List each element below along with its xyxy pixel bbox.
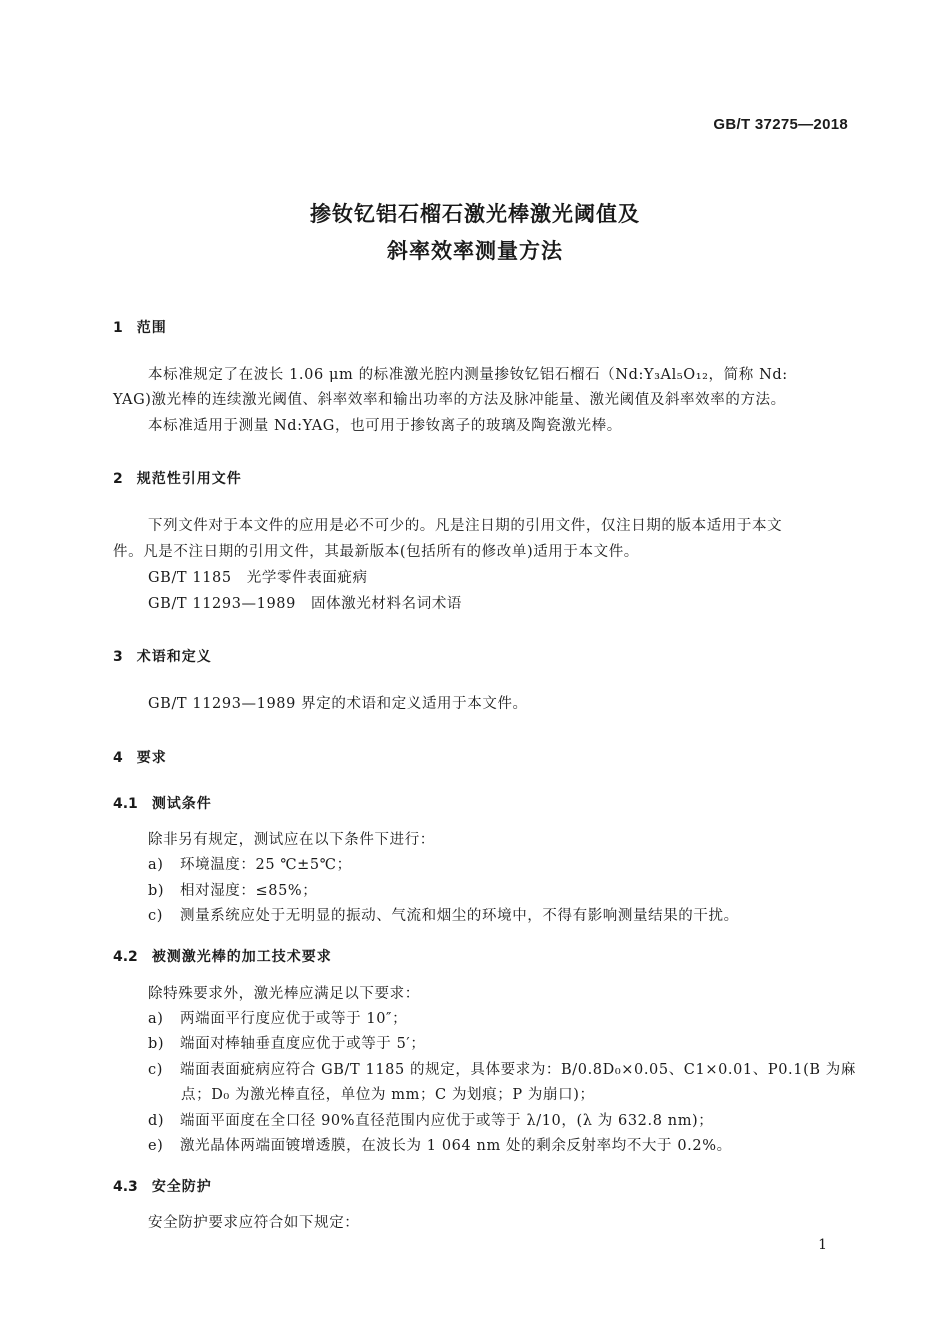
section-3-heading — [113, 646, 212, 666]
s2-paragraph-1-line-1: 下列文件对于本文件的应用是必不可少的。凡是注日期的引用文件，仅注日期的版本适用于本文 — [148, 518, 783, 534]
s1-paragraph-1-line-1: 本标准规定了在波长 1.06 μm 的标准激光腔内测量掺钕钇铝石榴石（Nd:Y₃Al₅O₁₂，简称 Nd: — [148, 367, 788, 383]
list-item-label: a) — [148, 1011, 164, 1027]
section-title: 范围 — [136, 320, 167, 336]
list-item-text: 环境温度：25 ℃±5℃； — [180, 857, 352, 873]
list-item-label: b) — [148, 1036, 165, 1052]
list-item — [148, 854, 352, 876]
section-number: 4.1 — [113, 796, 138, 812]
s2-paragraph-1-line-2: 件。凡是不注日期的引用文件，其最新版本(包括所有的修改单)适用于本文件。 — [113, 544, 639, 560]
list-item-label: b) — [148, 883, 165, 899]
s4-2-intro: 除特殊要求外，激光棒应满足以下要求： — [148, 986, 420, 1002]
list-item — [148, 905, 739, 927]
section-number: 4 — [113, 750, 123, 766]
s1-paragraph-1-line-2: YAG)激光棒的连续激光阈值、斜率效率和输出功率的方法及脉冲能量、激光阈值及斜率效率的方法。 — [113, 392, 786, 408]
list-item — [148, 880, 317, 902]
list-item-text: 测量系统应处于无明显的振动、气流和烟尘的环境中，不得有影响测量结果的干扰。 — [180, 908, 739, 924]
section-title: 术语和定义 — [136, 649, 212, 665]
list-item — [148, 1110, 713, 1132]
list-item-text: 端面平面度在全口径 90%直径范围内应优于或等于 λ/10，(λ 为 632.8 nm)； — [180, 1113, 714, 1129]
list-item-continuation: 点；D₀ 为激光棒直径，单位为 mm；C 为划痕；P 为崩口)； — [181, 1087, 595, 1103]
list-item — [148, 1033, 425, 1055]
section-4-2-heading — [113, 946, 332, 966]
normative-reference-1: GB/T 1185 光学零件表面疵病 — [148, 570, 368, 586]
section-number: 1 — [113, 320, 123, 336]
section-title: 规范性引用文件 — [136, 471, 242, 487]
normative-reference-2: GB/T 11293—1989 固体激光材料名词术语 — [148, 596, 463, 612]
section-1-heading — [113, 317, 167, 337]
s4-3-intro: 安全防护要求应符合如下规定： — [148, 1215, 360, 1231]
list-item-text: 端面表面疵病应符合 GB/T 1185 的规定，具体要求为：B/0.8D₀×0.05、C1×0.01、P0.1(B 为麻 — [180, 1062, 856, 1078]
list-item-label: c) — [148, 908, 163, 924]
s4-1-intro: 除非另有规定，测试应在以下条件下进行： — [148, 832, 435, 848]
document-title-line-2: 斜率效率测量方法 — [387, 239, 563, 263]
section-title: 测试条件 — [151, 796, 212, 812]
list-item-label: e) — [148, 1138, 164, 1154]
document-title-line-1: 掺钕钇铝石榴石激光棒激光阈值及 — [310, 202, 640, 226]
list-item — [148, 1135, 732, 1157]
section-number: 2 — [113, 471, 123, 487]
page-number: 1 — [818, 1237, 827, 1253]
section-4-heading — [113, 747, 167, 767]
section-4-3-heading — [113, 1176, 212, 1196]
list-item-text: 两端面平行度应优于或等于 10″； — [180, 1011, 408, 1027]
list-item-text: 相对湿度：≤85%； — [180, 883, 318, 899]
list-item-text: 端面对棒轴垂直度应优于或等于 5′； — [180, 1036, 426, 1052]
section-number: 4.3 — [113, 1179, 138, 1195]
list-item-text: 激光晶体两端面镀增透膜，在波长为 1 064 nm 处的剩余反射率均不大于 0.2%。 — [180, 1138, 732, 1154]
list-item-label: c) — [148, 1062, 163, 1078]
section-number: 3 — [113, 649, 123, 665]
s3-paragraph-1: GB/T 11293—1989 界定的术语和定义适用于本文件。 — [148, 696, 528, 712]
standard-code: GB/T 37275—2018 — [713, 116, 848, 133]
list-item-label: d) — [148, 1113, 165, 1129]
s1-paragraph-2: 本标准适用于测量 Nd:YAG，也可用于掺钕离子的玻璃及陶瓷激光棒。 — [148, 418, 622, 434]
section-number: 4.2 — [113, 949, 138, 965]
list-item — [148, 1059, 856, 1081]
section-title: 被测激光棒的加工技术要求 — [151, 949, 332, 965]
section-title: 要求 — [136, 750, 167, 766]
section-title: 安全防护 — [151, 1179, 212, 1195]
section-2-heading — [113, 468, 242, 488]
list-item-label: a) — [148, 857, 164, 873]
section-4-1-heading — [113, 793, 212, 813]
list-item — [148, 1008, 407, 1030]
